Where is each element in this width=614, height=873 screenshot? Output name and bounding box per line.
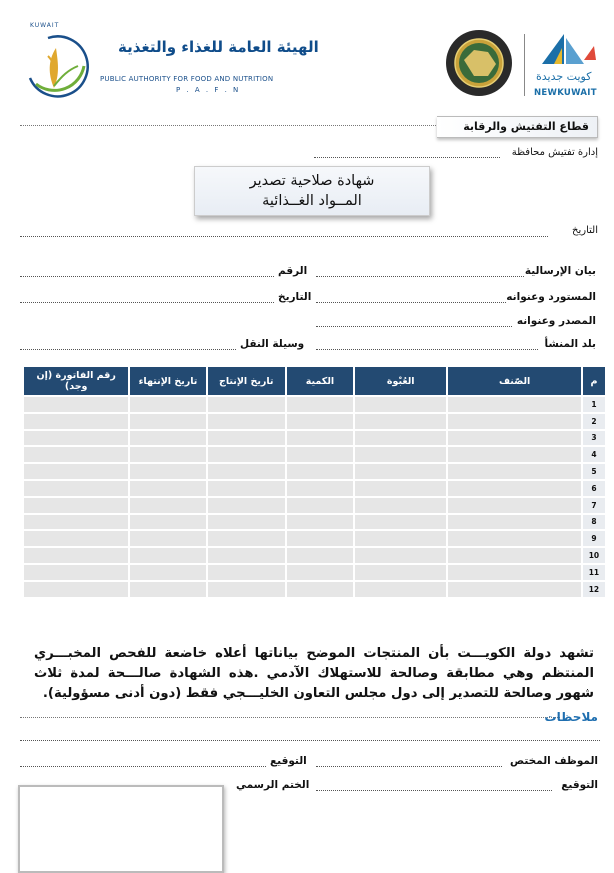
signature-field[interactable] (20, 766, 266, 767)
table-cell[interactable] (130, 582, 205, 597)
source-label: المصدر وعنوانه (516, 315, 596, 327)
department-label: إدارة تفتيش محافظة (511, 147, 598, 158)
table-cell[interactable] (287, 531, 353, 546)
number-field[interactable] (20, 276, 274, 277)
pafn-arc-text: KUWAIT (30, 22, 60, 29)
table-cell[interactable] (355, 481, 446, 496)
table-cell[interactable] (208, 397, 285, 412)
sector-box (437, 116, 598, 138)
stamp-box (18, 785, 224, 873)
table-row (24, 531, 605, 546)
table-cell[interactable] (24, 548, 128, 563)
table-cell[interactable] (355, 582, 446, 597)
table-cell[interactable] (130, 431, 205, 446)
table-cell[interactable] (130, 414, 205, 429)
table-cell[interactable] (287, 431, 353, 446)
table-row (24, 582, 605, 597)
table-cell[interactable] (448, 582, 580, 597)
table-cell[interactable] (287, 447, 353, 462)
table-cell[interactable] (24, 447, 128, 462)
table-row (24, 498, 605, 513)
table-cell[interactable] (130, 548, 205, 563)
table-cell[interactable] (24, 464, 128, 479)
table-cell[interactable] (448, 515, 580, 530)
stamp-label: الختم الرسمي (236, 779, 310, 791)
notes-line2[interactable] (20, 740, 600, 741)
table-row (24, 447, 605, 462)
newkuwait-logo (528, 30, 606, 104)
table-row (24, 481, 605, 496)
table-cell[interactable] (130, 515, 205, 530)
table-header-row (24, 367, 605, 395)
table-cell[interactable] (24, 498, 128, 513)
logo-divider (524, 34, 525, 96)
table-cell[interactable] (24, 481, 128, 496)
table-cell[interactable] (448, 464, 580, 479)
table-cell[interactable] (355, 414, 446, 429)
table-cell[interactable] (355, 515, 446, 530)
origin-label: بلد المنشأ (544, 338, 596, 350)
newkuwait-sails-icon (534, 30, 600, 66)
table-cell[interactable] (130, 464, 205, 479)
table-cell[interactable] (208, 481, 285, 496)
table-cell[interactable] (448, 397, 580, 412)
table-cell[interactable] (130, 481, 205, 496)
row-number: 6 (583, 481, 605, 496)
date-label: التاريخ (572, 225, 598, 236)
table-cell[interactable] (287, 498, 353, 513)
table-row (24, 397, 605, 412)
table-cell[interactable] (130, 397, 205, 412)
table-cell[interactable] (24, 431, 128, 446)
table-cell[interactable] (208, 515, 285, 530)
date-field[interactable] (20, 236, 548, 237)
certificate-title-line2: المــواد الغــذائية (262, 193, 362, 209)
newkuwait-en: NEWKUWAIT (534, 88, 597, 98)
table-cell[interactable] (208, 447, 285, 462)
table-cell[interactable] (448, 548, 580, 563)
table-row (24, 548, 605, 563)
table-row (24, 515, 605, 530)
col-invoice: رقم الفاتورة (إن وجد) (24, 367, 128, 395)
row-number: 5 (583, 464, 605, 479)
importer-label: المستورد وعنوانه (506, 291, 596, 303)
row-number: 8 (583, 515, 605, 530)
row-number: 9 (583, 531, 605, 546)
row-number: 7 (583, 498, 605, 513)
col-packaging: العُبْوة (355, 367, 446, 395)
row-number: 11 (583, 565, 605, 580)
table-cell[interactable] (130, 565, 205, 580)
row-number: 3 (583, 431, 605, 446)
signature2-label: التوقيع (561, 779, 598, 791)
table-cell[interactable] (287, 515, 353, 530)
date2-field[interactable] (20, 302, 274, 303)
row-number: 2 (583, 414, 605, 429)
table-row (24, 414, 605, 429)
table-cell[interactable] (287, 397, 353, 412)
row-number: 10 (583, 548, 605, 563)
origin-field[interactable] (316, 349, 538, 350)
number-label: الرقم (278, 265, 308, 277)
org-abbr: P . A . F . N (176, 86, 241, 94)
table-cell[interactable] (24, 414, 128, 429)
transport-field[interactable] (20, 349, 236, 350)
table-row (24, 431, 605, 446)
importer-field[interactable] (316, 302, 506, 303)
table-cell[interactable] (287, 464, 353, 479)
col-item: الصّنف (448, 367, 580, 395)
table-cell[interactable] (208, 498, 285, 513)
certificate-title-line1: شهادة صلاحية تصدير (249, 173, 375, 189)
table-cell[interactable] (355, 397, 446, 412)
org-name-en: PUBLIC AUTHORITY FOR FOOD AND NUTRITION (100, 75, 274, 83)
sector-dots (20, 125, 440, 126)
table-cell[interactable] (208, 431, 285, 446)
officer-field[interactable] (316, 766, 502, 767)
table-cell[interactable] (355, 565, 446, 580)
table-cell[interactable] (208, 414, 285, 429)
officer-label: الموظف المختص (510, 755, 598, 767)
products-table (22, 365, 607, 599)
transport-label: وسيلة النقل (240, 338, 305, 350)
row-number: 1 (583, 397, 605, 412)
table-cell[interactable] (208, 582, 285, 597)
sector-label: قطاع التفتيش والرقابة (463, 120, 589, 133)
date2-label: التاريخ (278, 291, 312, 303)
table-cell[interactable] (448, 565, 580, 580)
gcc-seal-icon (444, 28, 514, 98)
table-cell[interactable] (130, 498, 205, 513)
consignment-field[interactable] (316, 276, 524, 277)
source-field[interactable] (316, 326, 512, 327)
table-cell[interactable] (448, 414, 580, 429)
department-field[interactable] (314, 157, 500, 158)
row-number: 4 (583, 447, 605, 462)
table-cell[interactable] (355, 498, 446, 513)
sector-bar (20, 116, 598, 136)
pafn-logo (18, 22, 319, 102)
table-cell[interactable] (24, 582, 128, 597)
table-cell[interactable] (448, 447, 580, 462)
table-cell[interactable] (355, 464, 446, 479)
col-production: تاريخ الإنتاج (208, 367, 285, 395)
row-number: 12 (583, 582, 605, 597)
table-cell[interactable] (130, 447, 205, 462)
gcc-emblem (444, 28, 514, 98)
table-cell[interactable] (355, 548, 446, 563)
table-cell[interactable] (287, 481, 353, 496)
notes-line1-dots[interactable] (20, 717, 560, 718)
notes-label: ملاحظات (544, 710, 598, 724)
col-expiry: تاريخ الإنتهاء (130, 367, 205, 395)
signature-label: التوقيع (270, 755, 307, 767)
table-cell[interactable] (287, 414, 353, 429)
table-cell[interactable] (355, 431, 446, 446)
table-cell[interactable] (448, 431, 580, 446)
table-cell[interactable] (448, 531, 580, 546)
table-cell[interactable] (287, 582, 353, 597)
table-cell[interactable] (355, 447, 446, 462)
table-row (24, 565, 605, 580)
table-cell[interactable] (208, 565, 285, 580)
table-cell[interactable] (287, 548, 353, 563)
newkuwait-ar: كويت جديدة (536, 70, 592, 83)
certification-statement: تشهد دولة الكويـــت بأن المنتجات الموضح بياناتها أعلاه خاضعة للفحص المخبـــري المنتظم وهي مطابقة وصالحة للاستهلاك الآدمي .هذه الشهادة صالـــحة لمدة ثلاث شهور وصالحة للتصدير إلى دول مجلس التعاون الخليـــجي فقط (دون أدنى مسؤولية). (34, 646, 594, 701)
table-row (24, 464, 605, 479)
org-name-ar: الهيئة العامة للغذاء والتغذية (118, 38, 319, 56)
table-cell[interactable] (24, 531, 128, 546)
table-cell[interactable] (130, 531, 205, 546)
col-number: م (583, 367, 605, 395)
signature2-field[interactable] (316, 790, 552, 791)
table-cell[interactable] (287, 565, 353, 580)
col-quantity: الكمية (287, 367, 353, 395)
table-cell[interactable] (355, 531, 446, 546)
table-cell[interactable] (24, 397, 128, 412)
table-cell[interactable] (24, 515, 128, 530)
consignment-label: بيان الإرسالية (524, 265, 596, 277)
table-cell[interactable] (448, 498, 580, 513)
pafn-emblem-icon (18, 26, 96, 104)
table-cell[interactable] (448, 481, 580, 496)
table-cell[interactable] (208, 531, 285, 546)
table-cell[interactable] (208, 464, 285, 479)
table-cell[interactable] (24, 565, 128, 580)
table-cell[interactable] (208, 548, 285, 563)
certificate-title-box (194, 166, 430, 216)
